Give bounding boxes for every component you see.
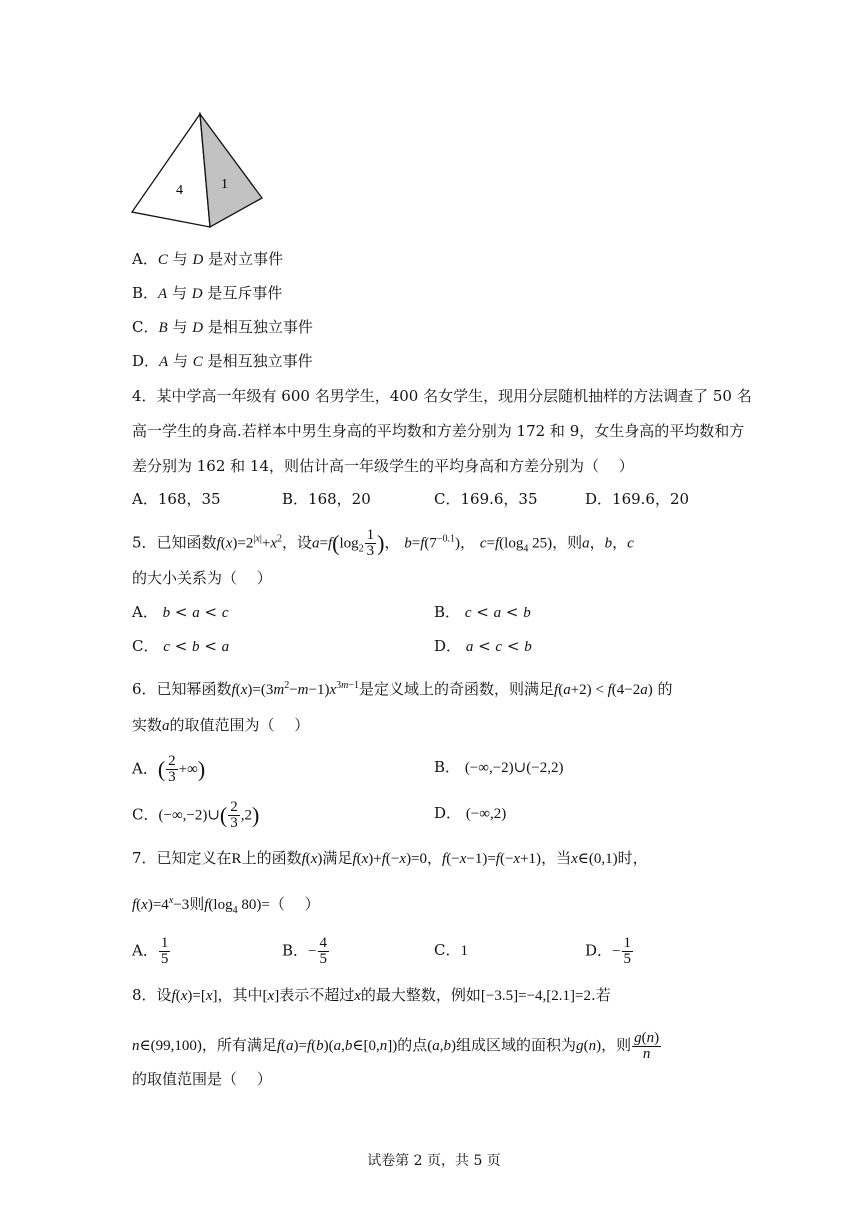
q3-option-a: A．C 与 D 是对立事件: [132, 250, 284, 268]
q6-option-a: A．( $\frac{2}{3}$ +∞): [132, 753, 206, 785]
q8-stem-line-2: n∈(99,100)，所有满足f(a)=f(b)(a,b∈[0,n])的点(a,b)组成区域的面积为g(n)，则 $\frac{g(n)}{n}$: [132, 1030, 660, 1062]
q7-option-a: A． $\frac{1}{5}$: [132, 935, 169, 967]
face-left-label: 4: [176, 183, 183, 198]
q7-option-c: C．1: [434, 941, 468, 959]
q6-stem: 6．已知幂函数$f(x)=(3m^2-m-1)x^{3m-1}$是定义域上的奇函数，则满足f(a+2) < f(4−2a) 的: [132, 680, 673, 698]
q5-stem-line-2: 的大小关系为（ ）: [132, 569, 272, 587]
q3-option-c: C．B 与 D 是相互独立事件: [132, 318, 313, 336]
q5-option-d: D． a < c < b: [434, 637, 532, 655]
q7-stem-line-2: $f(x)=4^x-3$则$f(\log_4$ 80)=（ ）: [132, 895, 320, 916]
q3-option-d: D．A 与 C 是相互独立事件: [132, 352, 313, 370]
face-left: [132, 114, 210, 227]
face-right-shaded: [200, 114, 262, 227]
q7-stem: 7．已知定义在R上的函数f(x)满足f(x)+f(−x)=0，f(−x−1)=f(−x+1)，当x∈(0,1)时，: [132, 849, 648, 867]
q4-line-1: 4．某中学高一年级有 600 名男学生，400 名女学生，现用分层随机抽样的方法调查了 50 名: [132, 387, 752, 405]
page-footer: 试卷第 2 页，共 5 页: [367, 1153, 501, 1169]
q7-option-b: B．− $\frac{4}{5}$: [282, 935, 327, 967]
q6-stem-line-2: 实数a的取值范围为（ ）: [132, 716, 310, 734]
q5-option-b: B． c < a < b: [434, 603, 531, 621]
q8-stem-line-3: 的取值范围是（ ）: [132, 1070, 272, 1088]
q6-option-d: D． (−∞,2): [434, 804, 507, 822]
q6-option-b: B． (−∞,−2)∪(−2,2): [434, 758, 564, 776]
q3-option-b: B．A 与 D 是互斥事件: [132, 284, 283, 302]
q4-option-b: B．168，20: [282, 490, 371, 508]
face-right-label: 1: [221, 177, 228, 192]
tetrahedron-figure: [128, 110, 268, 230]
q5-option-c: C． c < b < a: [132, 637, 230, 655]
q8-stem: 8．设f(x)=[x]，其中[x]表示不超过x的最大整数，例如[−3.5]=−4,[2.1]=2.若: [132, 986, 611, 1004]
q5-option-a: A． b < a < c: [132, 603, 229, 621]
q4-line-2: 高一学生的身高.若样本中男生身高的平均数和方差分别为 172 和 9，女生身高的平均数和方: [132, 422, 745, 440]
q6-option-c: C．(−∞,−2)∪( $\frac{2}{3}$ ,2): [132, 799, 260, 831]
q4-line-3: 差分别为 162 和 14，则估计高一年级学生的平均身高和方差分别为（ ）: [132, 457, 634, 475]
q5-stem: 5．已知函数$f(x)=2^{|x|}+x^2$，设$a=f(\log_2$ $\frac{1}{3}$ )， $b=f(7^{-0.1})$， $c=f(\log_4$ 25)，则a，b，c: [132, 527, 634, 559]
q7-option-d: D．− $\frac{1}{5}$: [585, 935, 631, 967]
q4-option-d: D．169.6，20: [585, 490, 690, 508]
q4-option-a: A．168，35: [132, 490, 221, 508]
q4-option-c: C．169.6，35: [434, 490, 538, 508]
